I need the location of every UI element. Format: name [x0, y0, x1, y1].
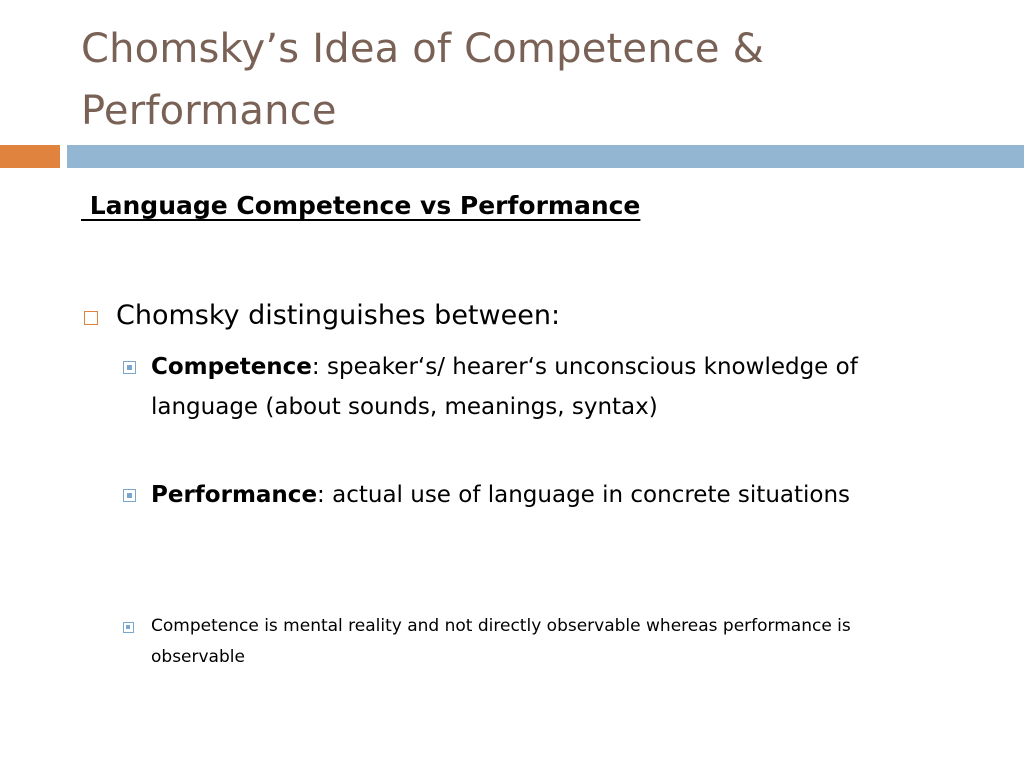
filled-square-bullet-icon: [123, 622, 134, 633]
term-separator: :: [317, 482, 325, 508]
orange-accent-bar: [0, 145, 60, 168]
term-competence: Competence: [151, 354, 312, 380]
slide-title: Chomsky’s Idea of Competence & Performance: [81, 26, 765, 134]
square-bullet-icon: [84, 311, 98, 325]
sub-bullet-performance-text: [151, 475, 911, 515]
sub-bullet-performance: [123, 475, 923, 515]
bullet-main: [84, 296, 984, 336]
blue-accent-bar: [67, 145, 1024, 168]
bullet-main-text: Chomsky distinguishes between:: [116, 300, 561, 331]
filled-square-bullet-icon: [123, 489, 136, 502]
term-separator: :: [311, 354, 320, 380]
sub-bullet-competence-text: [151, 347, 911, 427]
sub-bullet-note: [123, 611, 943, 673]
performance-definition: actual use of language in concrete situations: [324, 482, 851, 508]
filled-square-bullet-icon: [123, 361, 136, 374]
term-performance: Performance: [151, 482, 318, 508]
note-text: Competence is mental reality and not directly observable whereas performance is observable: [151, 616, 851, 667]
competence-definition: speaker‘s/ hearer‘s unconscious knowledge of language (about sounds, meanings, syntax): [151, 354, 858, 420]
slide-subtitle: Language Competence vs Performance: [81, 191, 641, 220]
sub-bullet-competence: [123, 347, 923, 427]
